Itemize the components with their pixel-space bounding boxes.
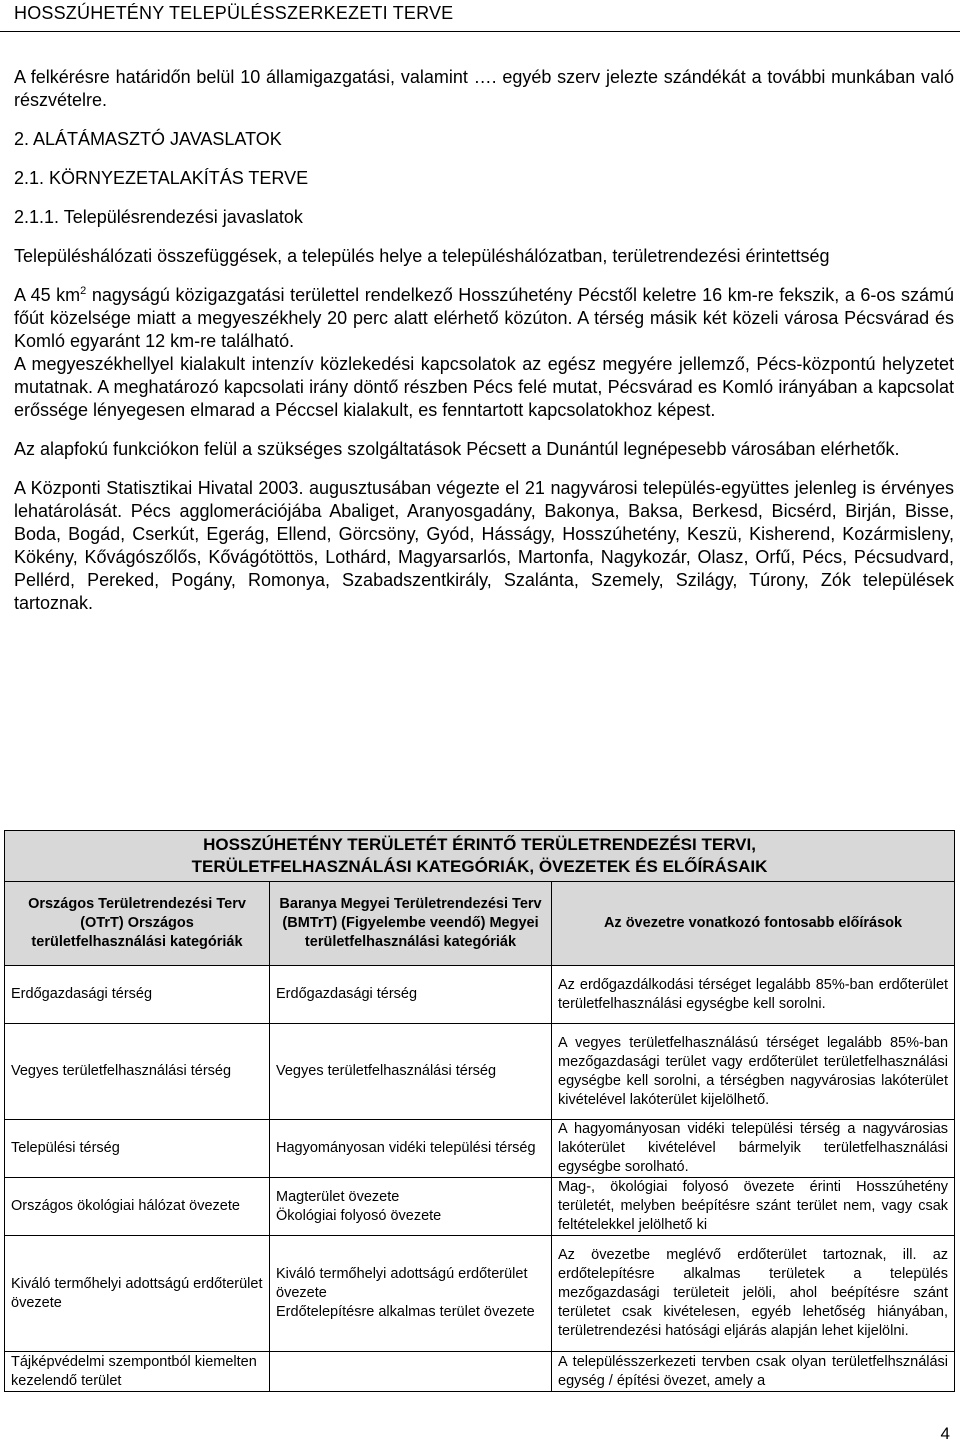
table-cell: Mag-, ökológiai folyosó övezete érinti Hosszúhetény területét, melyben beépítésre szánt terület nem, vagy csak feltételekkel jelölhető ki bbox=[552, 1178, 955, 1236]
table-row bbox=[5, 1120, 955, 1178]
paragraph-location-rest: nagyságú közigazgatási területtel rendelkező Hosszúhetény Pécstől keletre 16 km-re fekszik, a 6-os számú főút közelsége miatt a megyeszékhely 20 perc alatt elérhető közúton. A térség másik két közeli városa Pécsvárad és Komló egyaránt 12 km-re található. bbox=[14, 285, 954, 351]
subsection-heading: 2.1. KÖRNYEZETALAKÍTÁS TERVE bbox=[14, 168, 309, 188]
table-cell bbox=[270, 1236, 552, 1352]
planning-table bbox=[4, 830, 954, 1392]
intro-paragraph: A felkérésre határidőn belül 10 államigazgatási, valamint …. egyéb szerv jelezte szándékát a további munkában való részvételre. bbox=[14, 67, 954, 110]
page-number: 4 bbox=[940, 1424, 950, 1443]
table-row bbox=[5, 1236, 955, 1352]
table-cell: Kiváló termőhelyi adottságú erdőterület övezete bbox=[5, 1236, 270, 1352]
table-cell: Vegyes területfelhasználási térség bbox=[5, 1024, 270, 1120]
table-cell: Erdőgazdasági térség bbox=[270, 966, 552, 1024]
table-cell bbox=[270, 1178, 552, 1236]
paragraph-location-lead: A 45 km bbox=[14, 285, 81, 305]
table-cell: A településszerkezeti tervben csak olyan területfelhsználási egység / építési övezet, amely a bbox=[552, 1352, 955, 1392]
table-title bbox=[5, 831, 955, 882]
table-title-line: TERÜLETFELHASZNÁLÁSI KATEGÓRIÁK, ÖVEZETEK ÉS ELŐÍRÁSAIK bbox=[191, 857, 768, 876]
document-body bbox=[14, 66, 954, 615]
paragraph-connections: A megyeszékhellyel kialakult intenzív közlekedési kapcsolatok az egész megyére jellemző, Pécs-központú helyzetet mutatnak. A meghatározó kapcsolati irány döntő részben Pécs felé mutat, Pécsvárad es Komló irányában a kapcsolat erőssége lényegesen elmarad a Péccsel kialakult, es fenntartott kapcsolatokhoz képest. bbox=[14, 354, 954, 420]
table-cell: Vegyes területfelhasználási térség bbox=[270, 1024, 552, 1120]
table-cell: Tájképvédelmi szempontból kiemelten kezelendő terület bbox=[5, 1352, 270, 1392]
table-cell-line: Magterület övezete bbox=[276, 1188, 400, 1205]
page-header bbox=[0, 0, 960, 28]
section-heading: 2. ALÁTÁMASZTÓ JAVASLATOK bbox=[14, 129, 282, 149]
table-cell: A hagyományosan vidéki települési térség a nagyvárosias lakóterület kivételével bármelyik területfelhasználási egységbe sorolható. bbox=[552, 1120, 955, 1178]
column-header-rules: Az övezetre vonatkozó fontosabb előírások bbox=[552, 882, 955, 966]
table-cell-line: Kiváló termőhelyi adottságú erdőterület övezete bbox=[276, 1266, 528, 1301]
table-row bbox=[5, 1024, 955, 1120]
table-cell: Hagyományosan vidéki települési térség bbox=[270, 1120, 552, 1178]
document-title: HOSSZÚHETÉNY TELEPÜLÉSSZERKEZETI TERVE bbox=[14, 3, 454, 23]
table-row bbox=[5, 966, 955, 1024]
topic-heading: Településhálózati összefüggések, a település helye a településhálózatban, területrendezési érintettség bbox=[14, 246, 830, 266]
table-cell: A vegyes területfelhasználású térséget legalább 85%-ban mezőgazdasági terület vagy erdőterület területfelhasználási egységbe kell sorolni, a térségben nagyvárosias lakóterület kivételével lakóterület kijelölhető. bbox=[552, 1024, 955, 1120]
table-cell bbox=[270, 1352, 552, 1392]
subsubsection-heading: 2.1.1. Településrendezési javaslatok bbox=[14, 207, 303, 227]
table-cell: Országos ökológiai hálózat övezete bbox=[5, 1178, 270, 1236]
table-cell: Erdőgazdasági térség bbox=[5, 966, 270, 1024]
table-cell: Az övezetbe meglévő erdőterület tartoznak, ill. az erdőtelepítésre alkalmas területek a település mezőgazdasági területeit jelöli, ahol beépítésre szánt területet csak kivételesen, egyéb lehetőség hiányában, területrendezési hatósági eljárás alapján lehet kijelölni. bbox=[552, 1236, 955, 1352]
paragraph-location bbox=[14, 284, 954, 353]
paragraph-services: Az alapfokú funkciókon felül a szükséges szolgáltatások Pécsett a Dunántúl legnépesebb városában elérhetők. bbox=[14, 439, 900, 459]
header-divider bbox=[0, 31, 960, 32]
column-header-otrt: Országos Területrendezési Terv (OTrT) Országos területfelhasználási kategóriák bbox=[5, 882, 270, 966]
table-row bbox=[5, 1178, 955, 1236]
table-cell-line: Ökológiai folyosó övezete bbox=[276, 1207, 442, 1224]
column-header-bmtrt: Baranya Megyei Területrendezési Terv (BMTrT) (Figyelembe veendő) Megyei területfelhasználási kategóriák bbox=[270, 882, 552, 966]
paragraph-agglomeration: A Központi Statisztikai Hivatal 2003. augusztusában végezte el 21 nagyvárosi település-együttes jelenleg is érvényes lehatárolását. Pécs agglomerációjába Abaliget, Aranyosgadány, Bakonya, Baksa, Berkesd, Bicsérd, Birján, Bisse, Boda, Bogád, Cserkút, Egerág, Ellend, Görcsöny, Gyód, Hásságy, Hosszúhetény, Keszü, Kisherend, Kozármisleny, Kökény, Kővágószőlős, Kővágótöttös, Lothárd, Magyarsarlós, Martonfa, Nagykozár, Olasz, Orfű, Pécs, Pécsudvard, Pellérd, Pereked, Pogány, Romonya, Szabadszentkirály, Szalánta, Szemely, Szilágy, Túrony, Zók települések tartoznak. bbox=[14, 478, 954, 613]
table-cell: Az erdőgazdálkodási térséget legalább 85%-ban erdőterület területfelhasználási egységbe kell sorolni. bbox=[552, 966, 955, 1024]
table-title-line: HOSSZÚHETÉNY TERÜLETÉT ÉRINTŐ TERÜLETRENDEZÉSI TERVI, bbox=[203, 835, 756, 854]
table-cell-line: Erdőtelepítésre alkalmas terület övezete bbox=[276, 1304, 535, 1320]
superscript: 2 bbox=[80, 285, 87, 297]
table-cell: Települési térség bbox=[5, 1120, 270, 1178]
table-row bbox=[5, 1352, 955, 1392]
